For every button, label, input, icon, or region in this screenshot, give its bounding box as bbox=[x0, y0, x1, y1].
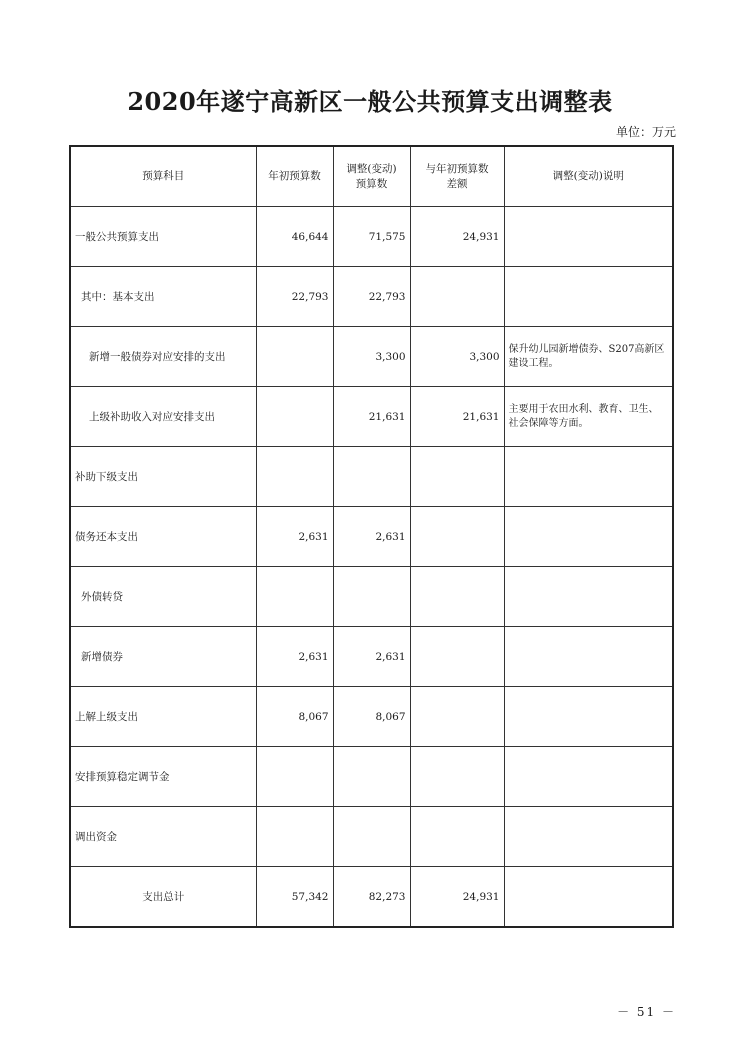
table-row bbox=[70, 807, 673, 867]
row-note bbox=[504, 567, 673, 627]
row-note bbox=[504, 627, 673, 687]
row-initial bbox=[256, 807, 333, 867]
row-item: 外债转贷 bbox=[70, 567, 256, 627]
table-header-row bbox=[70, 146, 673, 207]
header-item: 预算科目 bbox=[70, 146, 256, 207]
row-adjusted: 2,631 bbox=[333, 507, 410, 567]
row-note bbox=[504, 687, 673, 747]
header-adjusted bbox=[333, 146, 410, 207]
header-diff bbox=[410, 146, 504, 207]
row-adjusted bbox=[333, 447, 410, 507]
page-number: － 51 － bbox=[617, 1005, 676, 1019]
row-item: 补助下级支出 bbox=[70, 447, 256, 507]
row-note bbox=[504, 807, 673, 867]
table-row bbox=[70, 507, 673, 567]
row-initial: 2,631 bbox=[256, 627, 333, 687]
table-row bbox=[70, 567, 673, 627]
row-adjusted: 8,067 bbox=[333, 687, 410, 747]
table-row bbox=[70, 267, 673, 327]
row-adjusted bbox=[333, 807, 410, 867]
row-diff bbox=[410, 807, 504, 867]
header-adjusted-line1: 调整(变动) bbox=[346, 162, 397, 175]
row-item: 上解上级支出 bbox=[70, 687, 256, 747]
table-row-total bbox=[70, 867, 673, 928]
row-item: 新增一般债券对应安排的支出 bbox=[70, 327, 256, 387]
row-adjusted bbox=[333, 567, 410, 627]
row-diff bbox=[410, 687, 504, 747]
row-note bbox=[504, 207, 673, 267]
row-adjusted bbox=[333, 747, 410, 807]
row-note bbox=[504, 267, 673, 327]
row-adjusted: 21,631 bbox=[333, 387, 410, 447]
row-item: 一般公共预算支出 bbox=[70, 207, 256, 267]
row-note bbox=[504, 507, 673, 567]
row-initial: 2,631 bbox=[256, 507, 333, 567]
row-initial: 57,342 bbox=[256, 867, 333, 928]
row-item: 安排预算稳定调节金 bbox=[70, 747, 256, 807]
table-row bbox=[70, 207, 673, 267]
table-row bbox=[70, 747, 673, 807]
row-item: 债务还本支出 bbox=[70, 507, 256, 567]
row-item: 支出总计 bbox=[70, 867, 256, 928]
row-adjusted: 22,793 bbox=[333, 267, 410, 327]
header-note: 调整(变动)说明 bbox=[504, 146, 673, 207]
row-note: 主要用于农田水利、教育、卫生、社会保障等方面。 bbox=[504, 387, 673, 447]
row-diff: 21,631 bbox=[410, 387, 504, 447]
row-diff: 24,931 bbox=[410, 207, 504, 267]
row-initial bbox=[256, 567, 333, 627]
row-initial: 46,644 bbox=[256, 207, 333, 267]
unit-label: 单位：万元 bbox=[615, 125, 676, 139]
row-diff bbox=[410, 627, 504, 687]
row-note bbox=[504, 867, 673, 928]
budget-table bbox=[69, 145, 674, 928]
row-diff bbox=[410, 567, 504, 627]
header-initial: 年初预算数 bbox=[256, 146, 333, 207]
row-diff bbox=[410, 447, 504, 507]
table-row bbox=[70, 327, 673, 387]
table-row bbox=[70, 387, 673, 447]
row-note bbox=[504, 447, 673, 507]
row-note: 保升幼儿园新增债券、S207高新区建设工程。 bbox=[504, 327, 673, 387]
table-row bbox=[70, 687, 673, 747]
row-note bbox=[504, 747, 673, 807]
row-item: 其中：基本支出 bbox=[70, 267, 256, 327]
row-initial: 22,793 bbox=[256, 267, 333, 327]
row-initial bbox=[256, 327, 333, 387]
row-initial bbox=[256, 747, 333, 807]
row-diff bbox=[410, 507, 504, 567]
row-adjusted: 71,575 bbox=[333, 207, 410, 267]
row-item: 上级补助收入对应安排支出 bbox=[70, 387, 256, 447]
row-initial bbox=[256, 387, 333, 447]
table-row bbox=[70, 627, 673, 687]
row-adjusted: 82,273 bbox=[333, 867, 410, 928]
row-diff bbox=[410, 267, 504, 327]
row-item: 调出资金 bbox=[70, 807, 256, 867]
row-adjusted: 3,300 bbox=[333, 327, 410, 387]
row-initial: 8,067 bbox=[256, 687, 333, 747]
row-initial bbox=[256, 447, 333, 507]
table-row bbox=[70, 447, 673, 507]
row-diff bbox=[410, 747, 504, 807]
row-adjusted: 2,631 bbox=[333, 627, 410, 687]
header-adjusted-line2: 预算数 bbox=[355, 177, 388, 190]
header-diff-line1: 与年初预算数 bbox=[425, 162, 489, 175]
page-title: 2020年遂宁高新区一般公共预算支出调整表 bbox=[127, 87, 613, 116]
row-item: 新增债券 bbox=[70, 627, 256, 687]
header-diff-line2: 差额 bbox=[446, 177, 468, 190]
row-diff: 24,931 bbox=[410, 867, 504, 928]
row-diff: 3,300 bbox=[410, 327, 504, 387]
